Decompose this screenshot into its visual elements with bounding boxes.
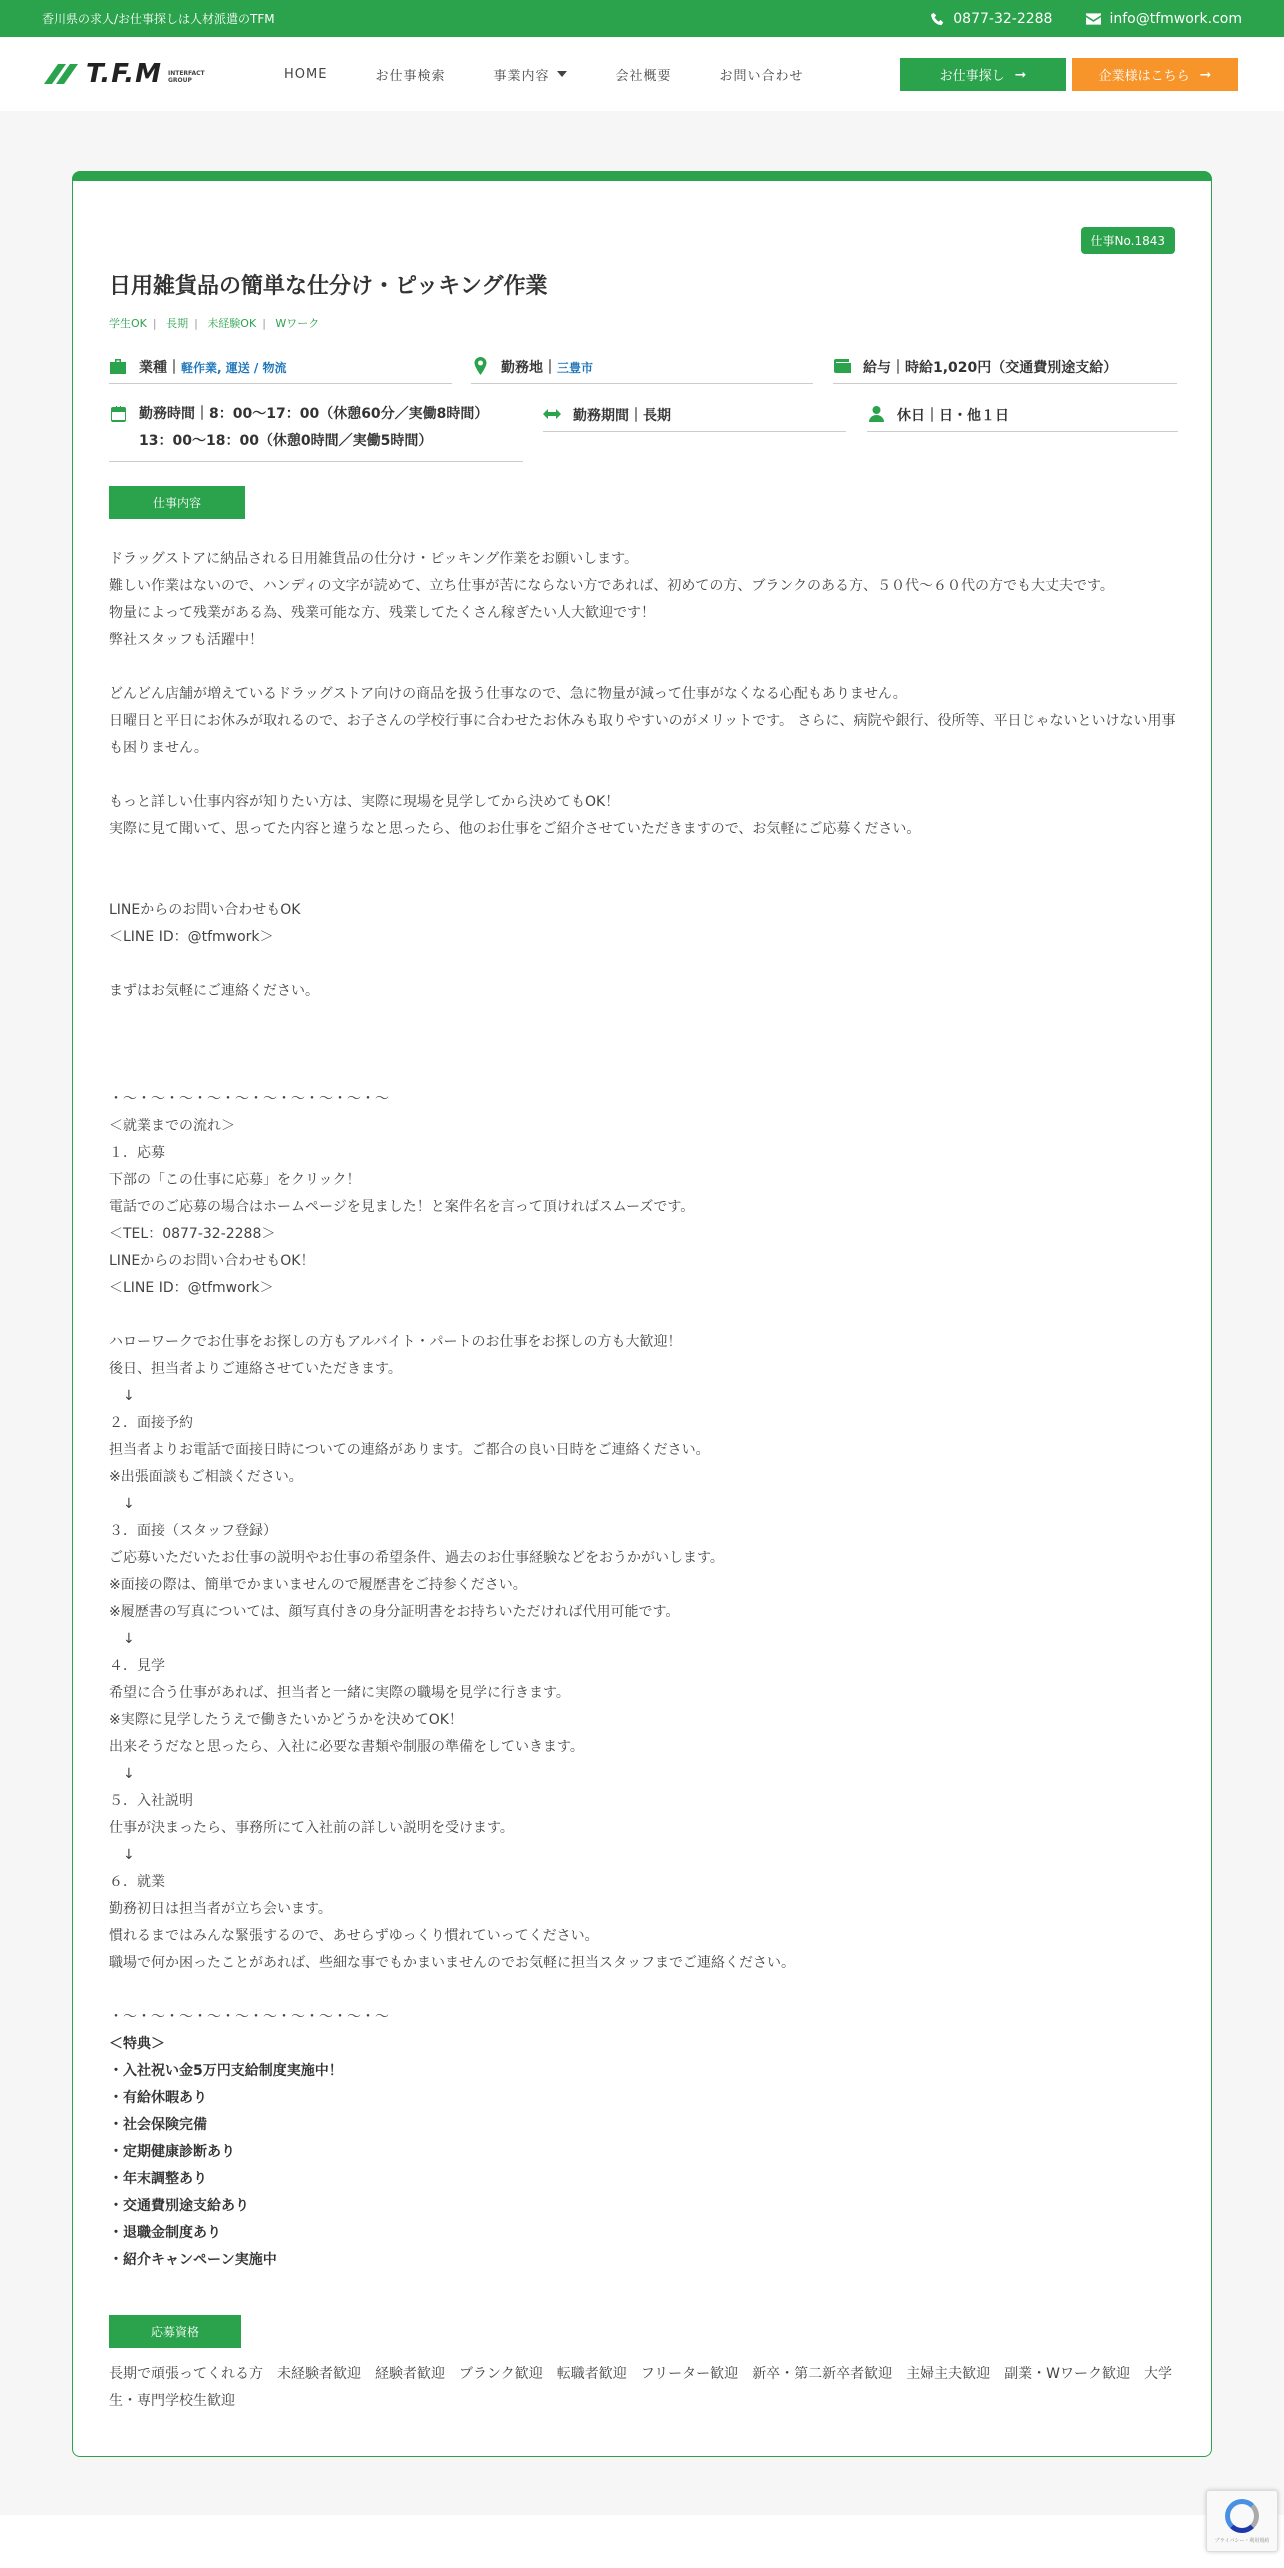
description-line: １．応募 <box>109 1145 165 1161</box>
qualification-item: フリーター歓迎 <box>640 2366 739 2382</box>
qualification-item: 副業・Wワーク歓迎 <box>1004 2366 1131 2382</box>
description-line: ・～・～・～・～・～・～・～・～・～・～ <box>109 2009 389 2025</box>
description-line <box>109 1059 1179 1086</box>
description-line <box>109 1302 1179 1329</box>
description-line: 後日、担当者よりご連絡させていただきます。 <box>109 1361 402 1377</box>
description-line: ↓ <box>109 1496 135 1512</box>
description-line: ↓ <box>109 1766 135 1782</box>
description-line <box>109 1005 1179 1032</box>
benefit-line: ・年末調整あり <box>109 2171 207 2187</box>
description-line <box>109 843 1179 870</box>
qualification-item: 転職者歓迎 <box>556 2366 627 2382</box>
wallet-icon <box>833 357 851 375</box>
recaptcha-icon <box>1225 2499 1259 2533</box>
info-period: 勤務期間｜長期 <box>543 405 846 432</box>
description-line: ＜就業までの流れ＞ <box>109 1118 235 1134</box>
description-line: 勤務初日は担当者が立ち会います。 <box>109 1901 332 1917</box>
description-line: ↓ <box>109 1847 135 1863</box>
info-salary: 給与｜時給1,020円（交通費別途支給） <box>833 357 1177 384</box>
description-line: LINEからのお問い合わせもOK <box>109 902 301 918</box>
description-line: 希望に合う仕事があれば、担当者と一緒に実際の職場を見学に行きます。 <box>109 1685 570 1701</box>
description-line: ※出張面談もご相談ください。 <box>109 1469 303 1485</box>
arrow-right-icon: ➞ <box>1014 66 1027 83</box>
map-marker-icon <box>471 357 489 375</box>
phone-icon <box>931 12 945 26</box>
description-line: ※履歴書の写真については、顔写真付きの身分証明書をお持ちいただければ代用可能です。 <box>109 1604 680 1620</box>
description-line: 担当者よりお電話で面接日時についての連絡があります。ご都合の良い日時をご連絡ください。 <box>109 1442 710 1458</box>
qualification-item: ブランク歓迎 <box>459 2366 543 2382</box>
find-job-button[interactable]: お仕事探し ➞ <box>900 58 1066 91</box>
calendar-icon <box>109 405 127 423</box>
description-line: どんどん店舗が増えているドラッグストア向けの商品を扱う仕事なので、急に物量が減って仕事がなくなる心配もありません。 <box>109 686 907 702</box>
description-line: ３．面接（スタッフ登録） <box>109 1523 277 1539</box>
description-line: ４．見学 <box>109 1658 165 1674</box>
tag: Wワーク <box>275 317 320 330</box>
qualification-item: 新卒・第二新卒者歓迎 <box>752 2366 893 2382</box>
job-number-badge: 仕事No.1843 <box>1081 227 1175 254</box>
description-line: LINEからのお問い合わせもOK！ <box>109 1253 315 1269</box>
qualification-item: 長期で頑張ってくれる方 <box>109 2366 263 2382</box>
description-line: ６．就業 <box>109 1874 165 1890</box>
job-tags: 学生OK | 長期 | 未経験OK | Wワーク <box>109 317 320 330</box>
description-line <box>109 1977 1179 2004</box>
description-line: ドラッグストアに納品される日用雑貨品の仕分け・ピッキング作業をお願いします。 <box>109 551 639 567</box>
arrow-right-icon: ➞ <box>1199 66 1212 83</box>
benefit-line: ・交通費別途支給あり <box>109 2198 249 2214</box>
description-line: ※実際に見学したうえで働きたいかどうかを決めてOK！ <box>109 1712 463 1728</box>
description-line: 日曜日と平日にお休みが取れるので、お子さんの学校行事に合わせたお休みも取りやすいのがメリットです。 さらに、病院や銀行、役所等、平日じゃないといけない用事も困りません。 <box>109 713 1176 756</box>
description-line: 電話でのご応募の場合はホームページを見ました！と案件名を言って頂ければスムーズです。 <box>109 1199 695 1215</box>
tag: 未経験OK <box>207 317 257 330</box>
description-line: ハローワークでお仕事をお探しの方もアルバイト・パートのお仕事をお探しの方も大歓迎！ <box>109 1334 682 1350</box>
description-line: 仕事が決まったら、事務所にて入社前の詳しい説明を受けます。 <box>109 1820 514 1836</box>
qualification-item: 大学生・専門学校生歓迎 <box>109 2366 1173 2409</box>
benefit-line: ・有給休暇あり <box>109 2090 207 2106</box>
description-line <box>109 654 1179 681</box>
nav-job-search[interactable]: お仕事検索 <box>375 68 446 84</box>
description-line: ※面接の際は、簡単でかまいませんので履歴書をご持参ください。 <box>109 1577 527 1593</box>
tag: 長期 <box>166 317 189 330</box>
location-link[interactable]: 三豊市 <box>557 361 594 375</box>
description-line: ↓ <box>109 1388 135 1404</box>
recaptcha-text: プライバシー・利用規約 <box>1214 2537 1270 2544</box>
description-line <box>109 870 1179 897</box>
benefit-line: ・社会保険完備 <box>109 2117 207 2133</box>
description-line: ５．入社説明 <box>109 1793 193 1809</box>
logo-subtext: INTERFACT GROUP <box>167 70 205 84</box>
chevron-down-icon <box>557 71 567 77</box>
nav-contact[interactable]: お問い合わせ <box>719 68 804 84</box>
description-line: 弊社スタッフも活躍中！ <box>109 632 263 648</box>
tagline: 香川県の求人/お仕事探しは人材派遣のTFM <box>42 12 275 26</box>
recaptcha-badge[interactable] <box>1206 2490 1278 2552</box>
footer-area <box>0 2515 1284 2568</box>
info-location: 勤務地｜三豊市 <box>471 357 813 384</box>
qualifications-list <box>109 2361 1179 2415</box>
description-line: 難しい作業はないので、ハンディの文字が読めて、立ち仕事が苦にならない方であれば、初めての方、ブランクのある方、５０代～６０代の方でも大丈夫です。 <box>109 578 1114 594</box>
description-line <box>109 762 1179 789</box>
logo[interactable] <box>44 59 284 89</box>
job-description <box>109 546 1179 2274</box>
arrows-horizontal-icon <box>543 405 561 423</box>
description-line: ＜TEL：0877-32-2288＞ <box>109 1226 276 1242</box>
description-line: ご応募いただいたお仕事の説明やお仕事の希望条件、過去のお仕事経験などをおうかがいします。 <box>109 1550 724 1566</box>
nav-home[interactable]: HOME <box>284 66 328 82</box>
logo-text: T.F.M <box>86 59 162 89</box>
job-title: 日用雑貨品の簡単な仕分け・ピッキング作業 <box>109 274 548 299</box>
email-address: info@tfmwork.com <box>1109 10 1242 27</box>
benefit-line: ・入社祝い金5万円支給制度実施中！ <box>109 2063 343 2079</box>
nav-company[interactable]: 会社概要 <box>615 68 672 84</box>
benefit-line: ・紹介キャンペーン実施中 <box>109 2252 277 2268</box>
industry-link[interactable]: 軽作業, 運送 / 物流 <box>181 361 287 375</box>
description-line: ＜LINE ID：@tfmwork＞ <box>109 1280 274 1296</box>
benefit-line: ・定期健康診断あり <box>109 2144 235 2160</box>
description-line: 下部の「この仕事に応募」をクリック！ <box>109 1172 361 1188</box>
site-header <box>0 37 1284 111</box>
email-contact[interactable] <box>1086 11 1242 27</box>
envelope-icon <box>1086 13 1101 25</box>
info-holiday: 休日｜日・他１日 <box>867 405 1178 432</box>
main-nav <box>284 65 804 84</box>
section-qualifications-button[interactable]: 応募資格 <box>109 2315 241 2348</box>
description-line: ↓ <box>109 1631 135 1647</box>
qualification-item: 主婦主夫歓迎 <box>906 2366 991 2382</box>
benefit-line: ・退職金制度あり <box>109 2225 221 2241</box>
description-line: 出来そうだなと思ったら、入社に必要な書類や制服の準備をしていきます。 <box>109 1739 584 1755</box>
description-line: ・～・～・～・～・～・～・～・～・～・～ <box>109 1091 389 1107</box>
section-job-content-button[interactable]: 仕事内容 <box>109 486 245 519</box>
company-button[interactable]: 企業様はこちら ➞ <box>1072 58 1238 91</box>
info-hours: 勤務時間｜8：00～17：00（休憩60分／実働8時間） 13：00～18：00（休憩0時間／実働5時間） <box>109 405 523 462</box>
description-line: ２．面接予約 <box>109 1415 193 1431</box>
qualification-item: 未経験者歓迎 <box>277 2366 361 2382</box>
info-industry: 業種｜軽作業, 運送 / 物流 <box>109 357 452 384</box>
phone-contact[interactable] <box>931 11 1052 27</box>
description-line: 慣れるまではみんな緊張するので、あせらずゆっくり慣れていってください。 <box>109 1928 599 1944</box>
description-line <box>109 1032 1179 1059</box>
briefcase-icon <box>109 357 127 375</box>
phone-number: 0877-32-2288 <box>953 10 1053 27</box>
job-card <box>72 171 1212 2457</box>
description-line: 物量によって残業がある為、残業可能な方、残業してたくさん稼ぎたい人大歓迎です！ <box>109 605 655 621</box>
benefit-line: ＜特典＞ <box>109 2036 165 2052</box>
description-line: 職場で何か困ったことがあれば、些細な事でもかまいませんのでお気軽に担当スタッフまでご連絡ください。 <box>109 1955 795 1971</box>
description-line <box>109 951 1179 978</box>
qualification-item: 経験者歓迎 <box>375 2366 445 2382</box>
logo-mark-icon <box>44 64 80 84</box>
description-line: まずはお気軽にご連絡ください。 <box>109 983 319 999</box>
user-icon <box>867 405 885 423</box>
top-bar <box>0 0 1284 37</box>
tag: 学生OK <box>109 317 147 330</box>
nav-business[interactable]: 事業内容 <box>493 65 567 84</box>
description-line: もっと詳しい仕事内容が知りたい方は、実際に現場を見学してから決めてもOK！ <box>109 794 620 810</box>
description-line: ＜LINE ID：@tfmwork＞ <box>109 929 274 945</box>
description-line: 実際に見て聞いて、思ってた内容と違うなと思ったら、他のお仕事をご紹介させていただきますので、お気軽にご応募ください。 <box>109 821 921 837</box>
